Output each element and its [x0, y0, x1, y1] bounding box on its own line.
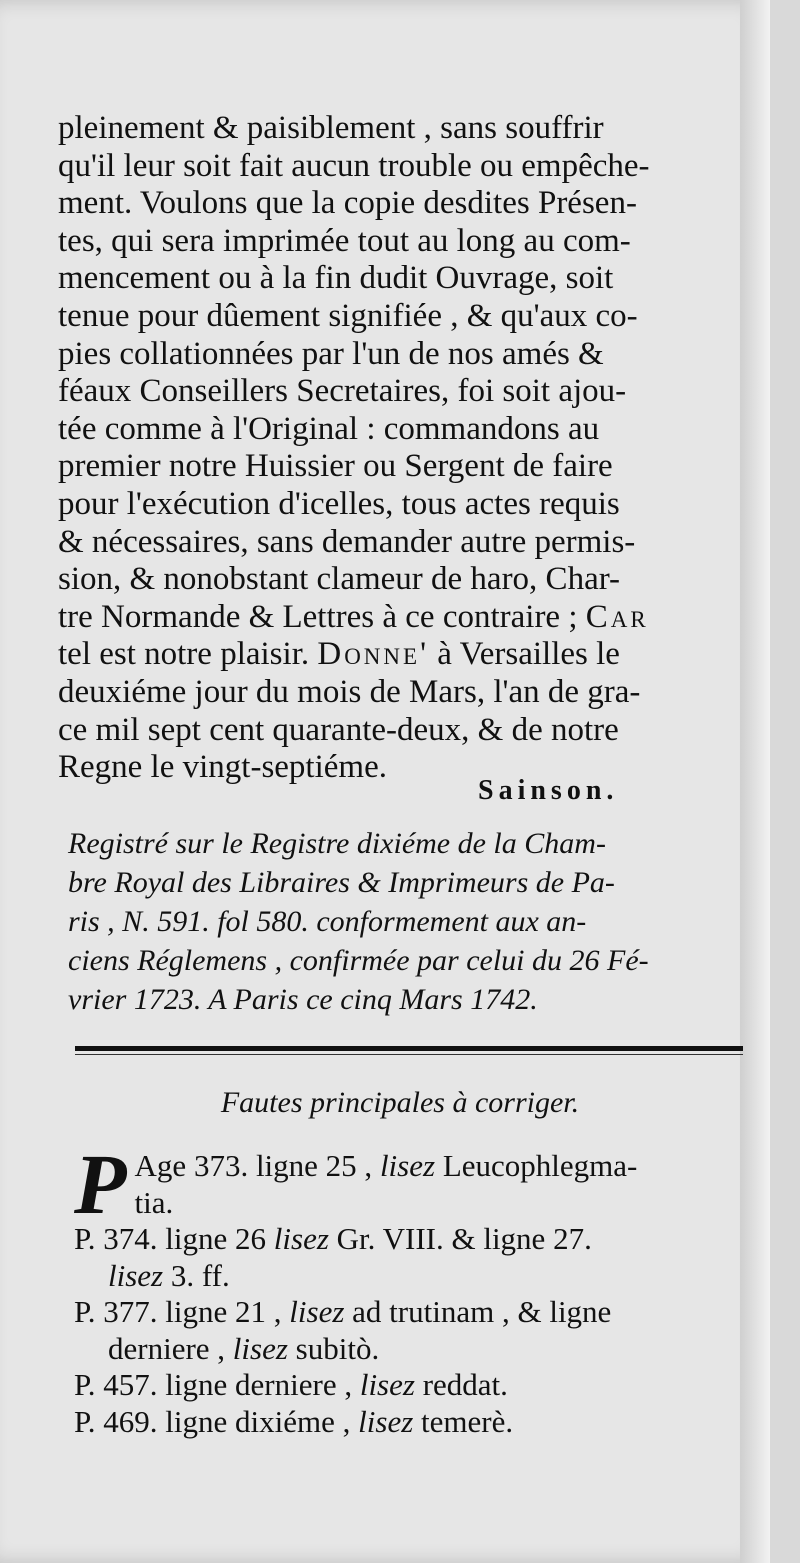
- text-line: ce mil sept cent quarante-deux, & de notre: [58, 711, 619, 748]
- errata-correction: ad trutinam , & ligne: [352, 1294, 612, 1329]
- lisez-word: lisez: [379, 1148, 436, 1183]
- registre-line: ris , N. 591. fol 580. conformement aux an-: [68, 905, 587, 938]
- text-line: pleinement & paisiblement , sans souffrir: [58, 110, 604, 146]
- errata-ref: P. 374. ligne 26: [74, 1221, 267, 1256]
- text-line: pies collationnées par l'un de nos amés &: [58, 335, 604, 372]
- lisez-word: lisez: [108, 1257, 164, 1293]
- errata-correction: reddat.: [422, 1367, 508, 1402]
- errata-correction: temerè.: [421, 1403, 514, 1439]
- errata-entry: [74, 1367, 754, 1404]
- errata-correction: subitò.: [295, 1330, 380, 1366]
- donne-word: Donne': [317, 636, 430, 673]
- text-fragment: tre Normande & Lettres à ce contraire ;: [58, 598, 578, 635]
- text-line: mencement ou à la fin dudit Ouvrage, soit: [58, 260, 614, 297]
- privilege-text: [58, 110, 738, 787]
- errata-entry: [74, 1148, 754, 1221]
- text-line: tes, qui sera imprimée tout au long au com-: [58, 222, 631, 259]
- lisez-word: lisez: [289, 1294, 345, 1329]
- registre-line: vrier 1723. A Paris ce cinq Mars 1742.: [68, 983, 538, 1016]
- errata-entry: [74, 1404, 754, 1441]
- text-fragment: à Versailles le: [437, 636, 620, 673]
- signature: Sainson.: [478, 775, 619, 806]
- errata-continuation: [74, 1331, 754, 1368]
- errata-ref: P. 469. ligne dixiéme ,: [74, 1403, 351, 1439]
- errata-ref: Age 373. ligne 25 ,: [134, 1148, 373, 1183]
- text-line-donne: [58, 636, 738, 674]
- car-word: Car: [585, 598, 649, 635]
- lisez-word: lisez: [358, 1403, 414, 1439]
- errata-list: [74, 1148, 754, 1440]
- errata-entry: [74, 1221, 754, 1294]
- errata-title: Fautes principales à corriger.: [220, 1086, 580, 1119]
- text-line: qu'il leur soit fait aucun trouble ou empêche-: [58, 147, 650, 184]
- lisez-word: lisez: [232, 1330, 288, 1366]
- text-line: ment. Voulons que la copie desdites Présen-: [58, 185, 637, 222]
- horizontal-rule: [75, 1046, 743, 1051]
- text-line: tée comme à l'Original : commandons au: [58, 410, 600, 447]
- text-line: premier notre Huissier ou Sergent de faire: [58, 448, 613, 485]
- errata-ref: derniere ,: [108, 1330, 226, 1366]
- errata-continuation: [74, 1258, 754, 1295]
- text-line: Regne le vingt-septiéme.: [58, 749, 387, 786]
- errata-correction: Leucophlegma-: [442, 1148, 638, 1183]
- errata-correction: 3. ff.: [170, 1257, 230, 1293]
- text-line: deuxiéme jour du mois de Mars, l'an de gra-: [58, 673, 641, 710]
- errata-ref: P. 377. ligne 21 ,: [74, 1294, 282, 1329]
- errata-correction: tia.: [134, 1184, 174, 1220]
- registre-line: bre Royal des Libraires & Imprimeurs de Pa-: [68, 866, 615, 899]
- text-line: pour l'exécution d'icelles, tous actes requis: [58, 485, 620, 522]
- text-fragment: tel est notre plaisir.: [58, 636, 310, 673]
- errata-correction: Gr. VIII. & ligne 27.: [336, 1221, 592, 1256]
- text-line: sion, & nonobstant clameur de haro, Char-: [58, 561, 621, 598]
- text-line: & nécessaires, sans demander autre permis-: [58, 523, 636, 560]
- lisez-word: lisez: [359, 1367, 415, 1402]
- text-line-car: [58, 599, 738, 637]
- errata-ref: P. 457. ligne derniere ,: [74, 1367, 353, 1402]
- lisez-word: lisez: [273, 1221, 329, 1256]
- horizontal-rule-thin: [75, 1054, 743, 1055]
- drop-cap: P: [74, 1148, 127, 1221]
- registre-line: ciens Réglemens , confirmée par celui du 26 Fé-: [68, 944, 649, 977]
- text-line: féaux Conseillers Secretaires, foi soit ajou-: [58, 373, 627, 410]
- errata-entry: [74, 1294, 754, 1367]
- registration-note: [68, 824, 738, 1019]
- text-line: tenue pour dûement signifiée , & qu'aux co-: [58, 297, 638, 334]
- registre-line: Registré sur le Registre dixiéme de la Cham-: [68, 827, 606, 860]
